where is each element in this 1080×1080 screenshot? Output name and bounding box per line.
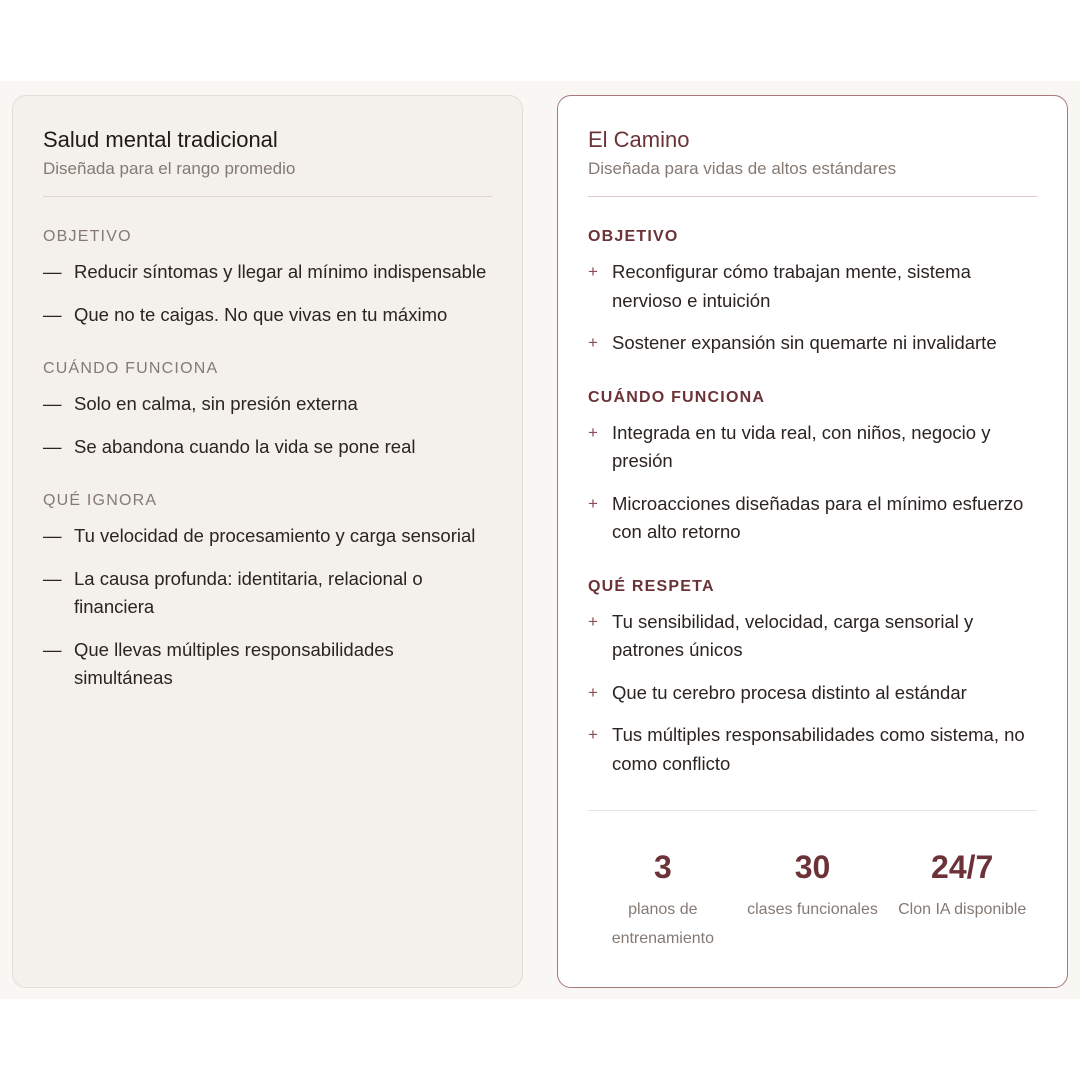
section-heading-cuando-funciona: CUÁNDO FUNCIONA [588,388,766,406]
list-item-text: Tu velocidad de procesamiento y carga sensorial [74,525,476,546]
dash-icon: — [43,567,62,589]
stat-label: clases funcionales [747,901,878,918]
section-heading-cuando-funciona: CUÁNDO FUNCIONA [43,360,219,377]
list-item [43,433,492,462]
card-subtitle: Diseñada para el rango promedio [43,159,296,178]
plus-icon: + [588,682,598,702]
divider [588,196,1037,197]
dash-icon: — [43,303,62,325]
plus-icon: + [588,333,598,352]
list-item [588,721,1037,778]
section-heading-objetivo: OBJETIVO [588,228,679,245]
divider [43,196,492,197]
stat-clon-ia [887,847,1037,953]
list-item [588,329,1037,358]
list-item [43,390,492,419]
list-item-text: Que no te caigas. No que vivas en tu máximo [74,303,448,325]
stat-value: 3 [653,849,672,885]
stats-row [588,847,1037,953]
list-item [588,490,1037,547]
stats-divider [588,810,1037,811]
dash-icon: — [43,525,62,546]
camino-card [557,95,1068,988]
list-item-text: Microacciones diseñadas para el mínimo esfuerzo con alto retorno [612,492,1024,542]
card-title: Salud mental tradicional [43,127,278,152]
list-item-text: Tus múltiples responsabilidades como sistema, no como conflicto [612,724,1025,774]
card-subtitle: Diseñada para vidas de altos estándares [588,159,897,178]
section-heading-objetivo: OBJETIVO [43,228,132,245]
dash-icon: — [43,393,62,414]
plus-icon: + [588,422,598,442]
list-item-text: Integrada en tu vida real, con niños, negocio y presión [612,421,991,471]
list-item-text: Reconfigurar cómo trabajan mente, sistema nervioso e intuición [612,261,971,311]
stat-value: 30 [794,849,831,885]
dash-icon: — [43,638,62,660]
list-item-text: Reducir síntomas y llegar al mínimo indispensable [74,261,487,282]
dash-icon: — [43,435,62,457]
plus-icon: + [588,493,598,513]
list-item-text: Que tu cerebro procesa distinto al estándar [612,681,967,703]
list-item-text: Se abandona cuando la vida se pone real [74,435,416,457]
plus-icon: + [588,262,598,281]
list-item [43,258,492,287]
list-item-text: Tu sensibilidad, velocidad, carga sensorial y patrones únicos [612,610,974,660]
stat-label: planos de entrenamiento [611,901,714,947]
stat-clases [738,847,888,953]
list-item [588,679,1037,708]
list-item-text: La causa profunda: identitaria, relacional o financiera [74,567,423,617]
stat-planos [588,847,738,953]
card-title: El Camino [588,127,690,152]
list-item [588,419,1037,476]
list-item [43,565,492,622]
list-item [43,301,492,330]
section-heading-que-respeta: QUÉ RESPETA [588,577,715,595]
list-item-text: Solo en calma, sin presión externa [74,393,358,414]
list-item [588,608,1037,665]
plus-icon: + [588,611,598,631]
list-item [43,522,492,551]
plus-icon: + [588,725,598,744]
list-item [588,258,1037,315]
stat-value: 24/7 [931,849,994,885]
section-heading-que-ignora: QUÉ IGNORA [43,492,158,509]
dash-icon: — [43,261,62,282]
list-item-text: Sostener expansión sin quemarte ni invalidarte [612,332,997,353]
traditional-card [12,95,523,988]
stat-label: Clon IA disponible [898,901,1027,918]
list-item-text: Que llevas múltiples responsabilidades simultáneas [74,638,394,688]
list-item [43,636,492,693]
